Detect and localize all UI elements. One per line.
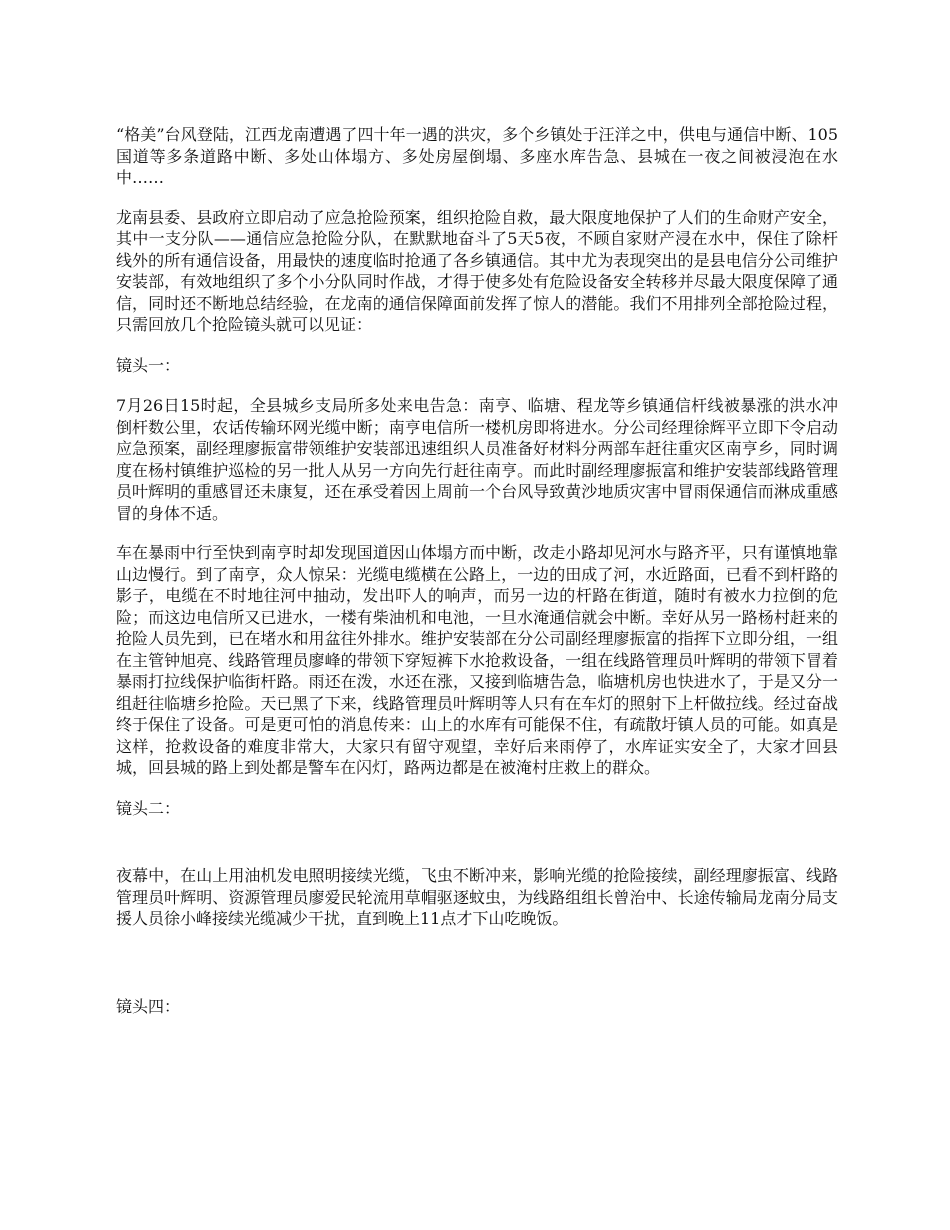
heading-scene-one: 镜头一：: [116, 355, 181, 375]
heading-scene-two: 镜头二：: [116, 798, 181, 818]
paragraph-scene-one-continued: 车在暴雨中行至快到南亨时却发现国道因山体塌方而中断，改走小路却见河水与路齐平，只有谨慎地靠山边慢行。到了南亨，众人惊呆：光缆电缆横在公路上，一边的田成了河，水近路面，已看不到杆路的影子，电缆在不时地往河中抽动，发出吓人的响声，而另一边的杆路在街道，随时有被水力拉倒的危险；而这边电信所又已进水，一楼有柴油机和电池，一旦水淹通信就会中断。幸好从另一路杨村赶来的抢险人员先到，已在堵水和用盆往外排水。维护安装部在分公司副经理廖振富的指挥下立即分组，一组在主管钟旭亮、线路管理员廖峰的带领下穿短裤下水抢救设备，一组在线路管理员叶辉明的带领下冒着暴雨打拉线保护临街杆路。雨还在泼，水还在涨，又接到临塘告急，临塘机房也快进水了，于是又分一组赶往临塘乡抢险。天已黑了下来，线路管理员叶辉明等人只有在车灯的照射下上杆做拉线。经过奋战终于保住了设备。可是更可怕的消息传来：山上的水库有可能保不住，有疏散圩镇人员的可能。如真是这样，抢救设备的难度非常大，大家只有留守观望，幸好后来雨停了，水库证实安全了，大家才回县城，回县城的路上到处都是警车在闪灯，路两边都是在被淹村庄救上的群众。: [116, 543, 838, 777]
paragraph-intro: “格美”台风登陆，江西龙南遭遇了四十年一遇的洪灾，多个乡镇处于汪洋之中，供电与通信中断、105国道等多条道路中断、多处山体塌方、多处房屋倒塌、多座水库告急、县城在一夜之间被浸泡在水中……: [116, 125, 838, 187]
heading-scene-four: 镜头四：: [116, 996, 181, 1016]
paragraph-scene-one: 7月26日15时起，全县城乡支局所多处来电告急：南亨、临塘、程龙等乡镇通信杆线被暴涨的洪水冲倒杆数公里，农话传输环网光缆中断；南亨电信所一楼机房即将进水。分公司经理徐辉平立即下令启动应急预案，副经理廖振富带领维护安装部迅速组织人员准备好材料分两部车赶往重灾区南亨乡，同时调度在杨村镇维护巡检的另一批人从另一方向先行赶往南亨。而此时副经理廖振富和维护安装部线路管理员叶辉明的重感冒还未康复，还在承受着因上周前一个台风导致黄沙地质灾害中冒雨保通信而淋成重感冒的身体不适。: [116, 396, 838, 523]
paragraph-scene-two: 夜幕中，在山上用油机发电照明接续光缆，飞虫不断冲来，影响光缆的抢险接续，副经理廖振富、线路管理员叶辉明、资源管理员廖爱民轮流用草帽驱逐蚊虫，为线路组组长曾治中、长途传输局龙南分局支援人员徐小峰接续光缆减少干扰，直到晚上11点才下山吃晚饭。: [116, 866, 838, 928]
paragraph-response: 龙南县委、县政府立即启动了应急抢险预案，组织抢险自救，最大限度地保护了人们的生命财产安全，其中一支分队——通信应急抢险分队，在默默地奋斗了5天5夜，不顾自家财产浸在水中，保住了除杆线外的所有通信设备，用最快的速度临时抢通了各乡镇通信。其中尤为表现突出的是县电信分公司维护安装部，有效地组织了多个小分队同时作战，才得于使多处有危险设备安全转移并尽最大限度保障了通信，同时还不断地总结经验，在龙南的通信保障面前发挥了惊人的潜能。我们不用排列全部抢险过程，只需回放几个抢险镜头就可以见证：: [116, 207, 838, 334]
